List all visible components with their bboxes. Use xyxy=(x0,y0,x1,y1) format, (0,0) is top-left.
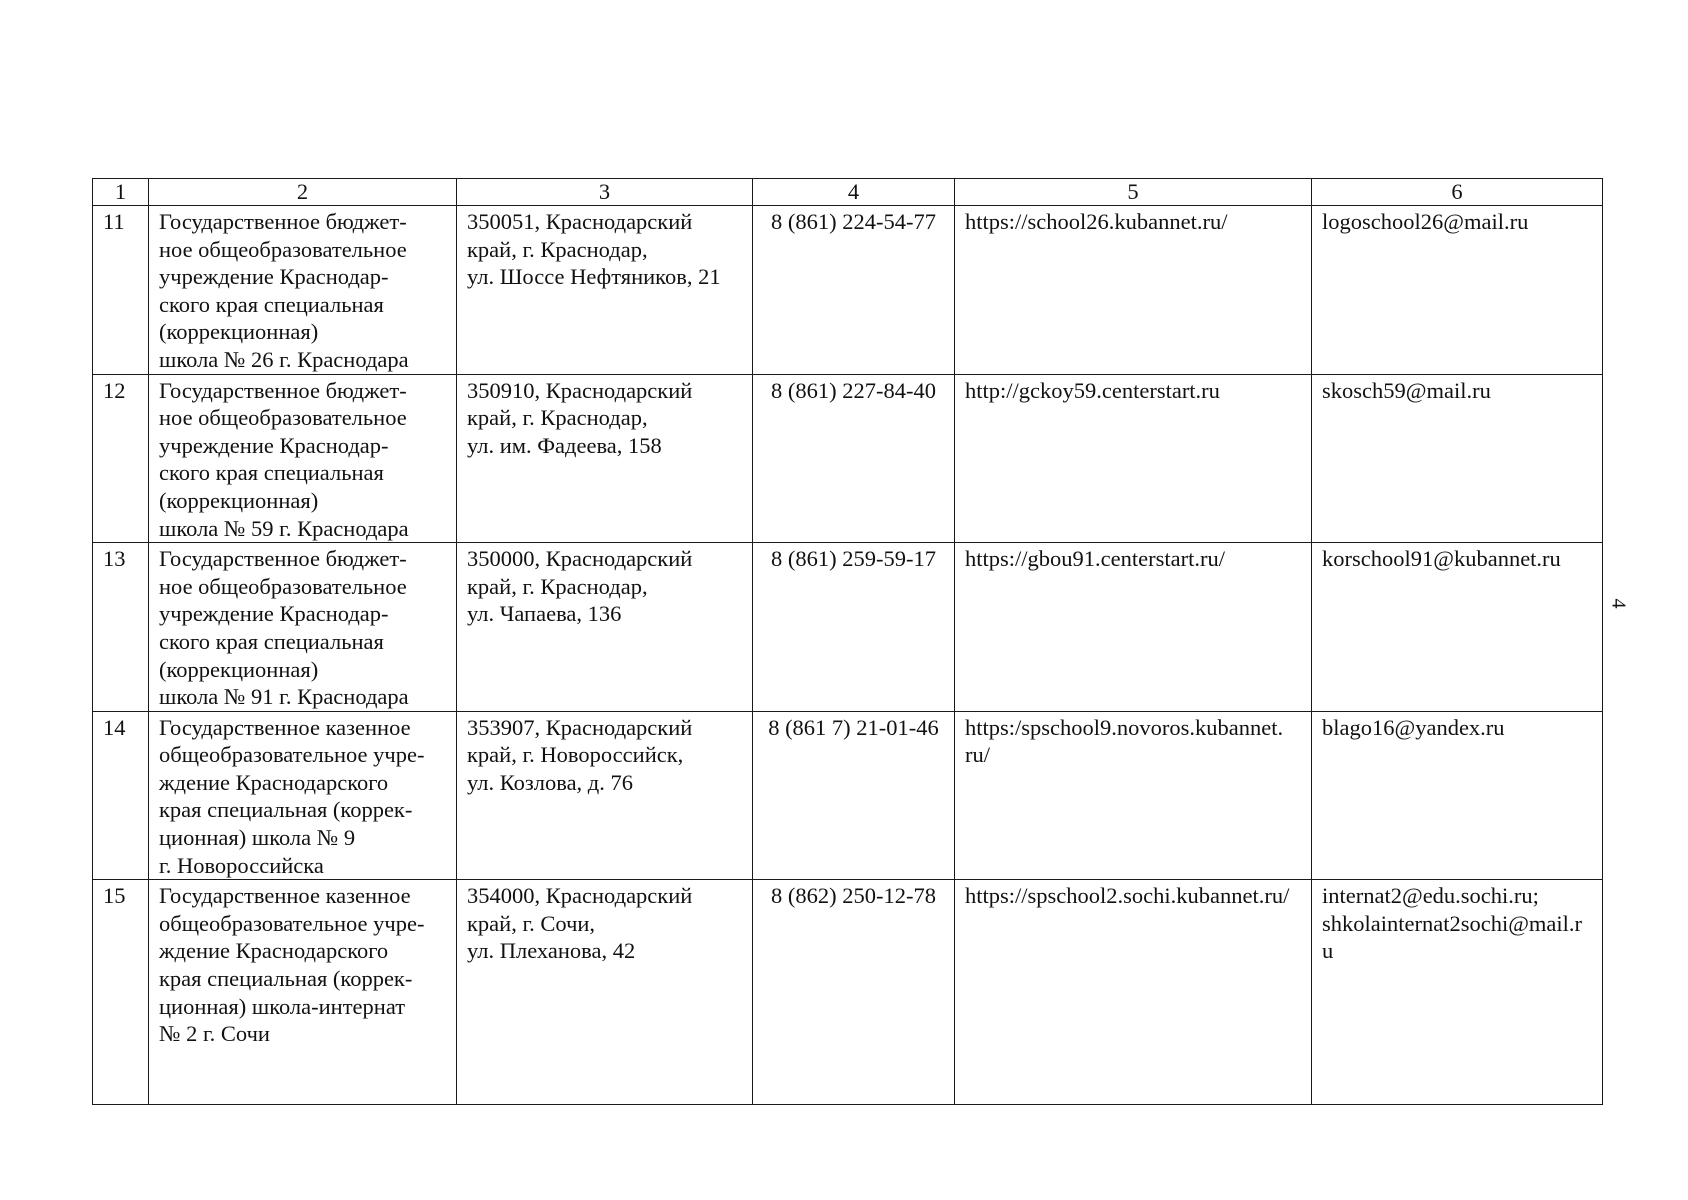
institution-website: https:/spschool9.novoros.kubannet. ru/ xyxy=(955,711,1312,880)
institution-address: 350000, Краснодарский край, г. Краснодар, ул. Чапаева, 136 xyxy=(457,543,753,712)
institution-email: internat2@edu.sochi.ru; shkolainternat2sochi@mail.r u xyxy=(1312,880,1603,1105)
institution-phone: 8 (861) 227-84-40 xyxy=(753,374,955,543)
institution-website: https://gbou91.centerstart.ru/ xyxy=(955,543,1312,712)
institution-email: logoschool26@mail.ru xyxy=(1312,206,1603,375)
column-header-2: 2 xyxy=(149,179,457,206)
institution-phone: 8 (862) 250-12-78 xyxy=(753,880,955,1105)
table-row xyxy=(93,206,1603,375)
table-row xyxy=(93,543,1603,712)
institution-name: Государственное бюджет- ное общеобразовательное учреждение Краснодар- ского края специальная (коррекционная) школа № 91 г. Краснодара xyxy=(149,543,457,712)
table-row xyxy=(93,880,1603,1105)
institution-website: https://school26.kubannet.ru/ xyxy=(955,206,1312,375)
table-row xyxy=(93,711,1603,880)
row-number: 11 xyxy=(93,206,149,375)
row-number: 13 xyxy=(93,543,149,712)
institution-name: Государственное бюджет- ное общеобразовательное учреждение Краснодар- ского края специальная (коррекционная) школа № 26 г. Краснодара xyxy=(149,206,457,375)
school-registry-table xyxy=(92,178,1603,1105)
institution-address: 350910, Краснодарский край, г. Краснодар, ул. им. Фадеева, 158 xyxy=(457,374,753,543)
column-header-6: 6 xyxy=(1312,179,1603,206)
institution-website: http://gckoy59.centerstart.ru xyxy=(955,374,1312,543)
institution-address: 354000, Краснодарский край, г. Сочи, ул. Плеханова, 42 xyxy=(457,880,753,1105)
page-number: 4 xyxy=(1607,598,1630,609)
institution-email: blago16@yandex.ru xyxy=(1312,711,1603,880)
column-header-1: 1 xyxy=(93,179,149,206)
column-number-row xyxy=(93,179,1603,206)
institution-address: 350051, Краснодарский край, г. Краснодар, ул. Шоссе Нефтяников, 21 xyxy=(457,206,753,375)
institution-phone: 8 (861) 259-59-17 xyxy=(753,543,955,712)
column-header-4: 4 xyxy=(753,179,955,206)
row-number: 15 xyxy=(93,880,149,1105)
institution-name: Государственное казенное общеобразовательное учре- ждение Краснодарского края специальная (коррек- ционная) школа-интернат № 2 г. Сочи xyxy=(149,880,457,1105)
institution-email: skosch59@mail.ru xyxy=(1312,374,1603,543)
column-header-5: 5 xyxy=(955,179,1312,206)
institution-name: Государственное казенное общеобразовательное учре- ждение Краснодарского края специальная (коррек- ционная) школа № 9 г. Новороссийска xyxy=(149,711,457,880)
row-number: 12 xyxy=(93,374,149,543)
row-number: 14 xyxy=(93,711,149,880)
institution-phone: 8 (861) 224-54-77 xyxy=(753,206,955,375)
table-row xyxy=(93,374,1603,543)
institution-name: Государственное бюджет- ное общеобразовательное учреждение Краснодар- ского края специальная (коррекционная) школа № 59 г. Краснодара xyxy=(149,374,457,543)
institution-address: 353907, Краснодарский край, г. Новороссийск, ул. Козлова, д. 76 xyxy=(457,711,753,880)
institution-phone: 8 (861 7) 21-01-46 xyxy=(753,711,955,880)
column-header-3: 3 xyxy=(457,179,753,206)
institution-website: https://spschool2.sochi.kubannet.ru/ xyxy=(955,880,1312,1105)
institution-email: korschool91@kubannet.ru xyxy=(1312,543,1603,712)
